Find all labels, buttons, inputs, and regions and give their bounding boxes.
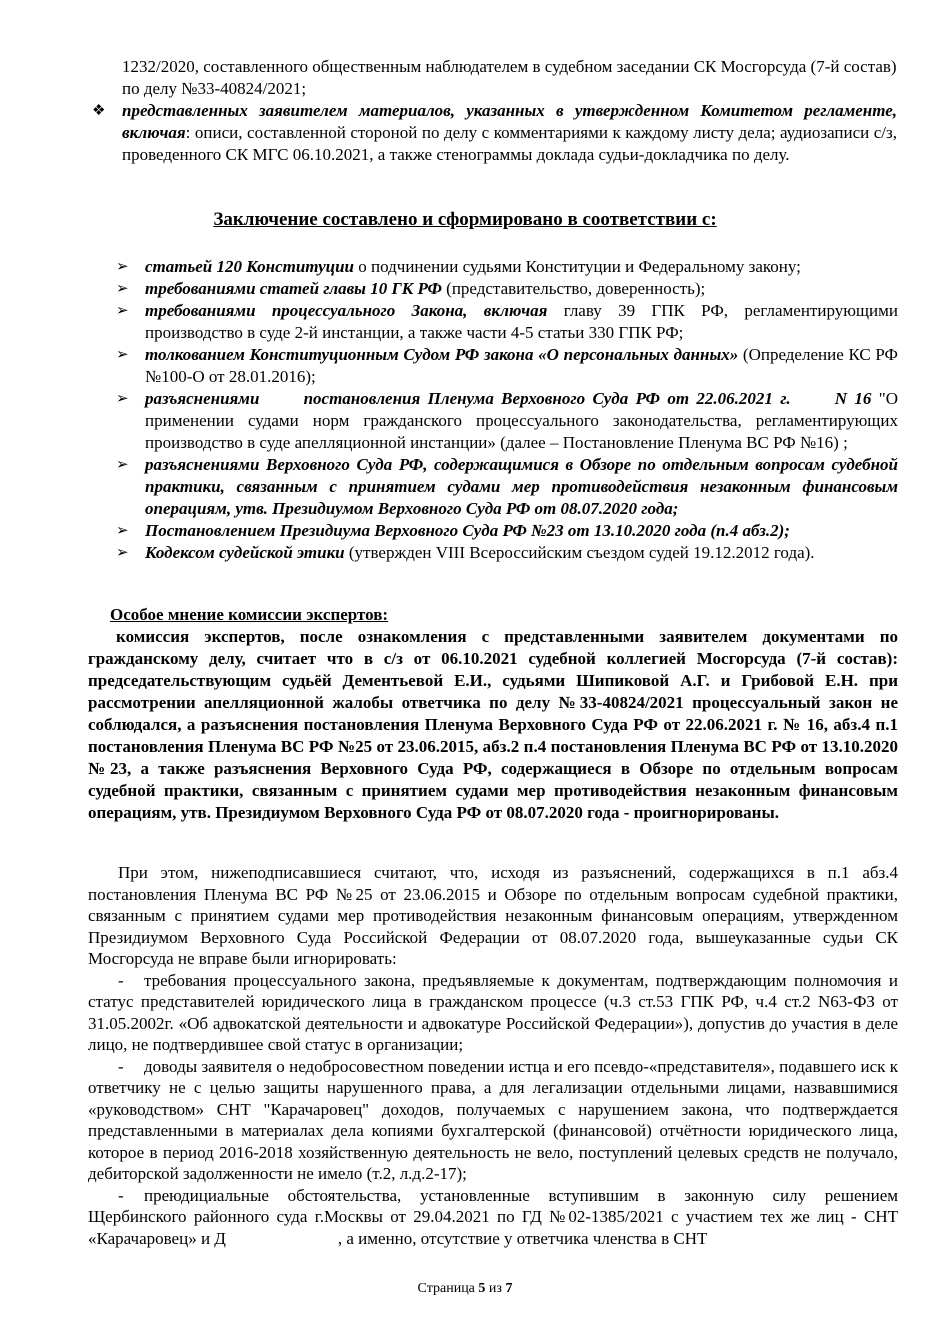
dash-item: - преюдициальные обстоятельства, установленные вступившим в законную силу решением Щербинского районного суда г.Москвы от 29.04.2021 по ГД №02-1385/2021 с участием тех же лиц - СНТ «Карачаровец» и Д , а именно, отсутствие у ответчика членства в СНТ xyxy=(88,1185,898,1248)
reference-item: ➢ Постановлением Президиума Верховного Суда РФ №23 от 13.10.2020 года (п.4 абз.2); xyxy=(116,521,790,540)
diamond-bullet-icon: ❖ xyxy=(92,103,106,119)
dash-item: - требования процессуального закона, предъявляемые к документам, подтверждающим полномочия и статус представителей юридического лица в гражданском процессе (ч.3 ст.53 ГПК РФ, ч.4 ст.2 N63-ФЗ от 31.05.2002г. «Об адвокатской деятельности и адвокатуре Российской Федерации»), допустив до участия в деле лицо, не подтвердившее свой статус в организации; xyxy=(88,970,898,1054)
reference-item: ➢ статьей 120 Конституции о подчинении судьями Конституции и Федеральному закону; xyxy=(116,257,801,276)
materials-text: : описи, составленной стороной по делу с комментариями к каждому листу дела; аудиозаписи с/з, проведенного СК МГС 06.10.2021, а также стенограммы доклада судьи-докладчика по делу. xyxy=(122,123,897,164)
reference-item: ➢ Кодексом судейской этики (утвержден VIII Всероссийским съездом судей 19.12.2012 года). xyxy=(116,543,815,562)
arrow-bullet-icon: ➢ xyxy=(116,391,129,407)
reference-item: ➢ разъяснениями Верховного Суда РФ, содержащимися в Обзоре по отдельным вопросам судебной практики, связанным с принятием судами мер противодействия незаконным финансовым операциям, утв. Президиумом Верховного Суда РФ от 08.07.2020 года; xyxy=(116,455,898,518)
page-number: 5 xyxy=(478,1281,486,1296)
intro-paragraph: 1232/2020, составленного общественным наблюдателем в судебном заседании СК Мосгорсуда (7-й состав) по делу №33-40824/2021; xyxy=(122,57,897,98)
arrow-bullet-icon: ➢ xyxy=(116,347,129,363)
special-opinion-body: комиссия экспертов, после ознакомления с представленными заявителем документами по гражданскому делу, считает что в с/з от 06.10.2021 судебной коллегией Мосгорсуда (7-й состав): председательствующим судьёй Дементьевой Е.И., судьями Шипиковой А.Г. и Грибовой Е.Н. при рассмотрении апелляционной жалобы ответчика по делу №33-40824/2021 процессуальный закон не соблюдался, а разъяснения постановления Пленума Верховного Суда РФ от 22.06.2021 г. № 16, абз.4 п.1 постановления Пленума ВС РФ №25 от 23.06.2015, абз.2 п.4 постановления Пленума ВС РФ от 13.10.2020 №23, а также разъяснения Верховного Суда РФ, содержащиеся в Обзоре по отдельным вопросам судебной практики, связанным с принятием судами мер противодействия незаконным финансовым операциям, утв. Президиумом Верховного Суда РФ от 08.07.2020 года - проигнорированы. xyxy=(88,627,898,822)
reference-item: ➢ толкованием Конституционным Судом РФ закона «О персональных данных» (Определение КС РФ №100-О от 28.01.2016); xyxy=(116,345,898,386)
arrow-bullet-icon: ➢ xyxy=(116,281,129,297)
materials-paragraph xyxy=(122,100,897,166)
redacted-area xyxy=(226,1232,338,1247)
arrow-bullet-icon: ➢ xyxy=(116,545,129,561)
references-list xyxy=(116,256,898,564)
special-opinion-title: Особое мнение комиссии экспертов: xyxy=(110,605,389,624)
reference-item: ➢ разъяснениями постановления Пленума Верховного Суда РФ от 22.06.2021 г. N 16 "О применении судами норм гражданского процессуального законодательства, регламентирующих производство в суде апелляционной инстанции» (далее – Постановление Пленума ВС РФ №16) ; xyxy=(116,389,899,452)
arrow-bullet-icon: ➢ xyxy=(116,457,129,473)
page-total: 7 xyxy=(505,1281,513,1296)
special-opinion xyxy=(88,604,898,824)
arrow-bullet-icon: ➢ xyxy=(116,303,129,319)
arrow-bullet-icon: ➢ xyxy=(116,259,129,275)
reference-item: ➢ требованиями статей главы 10 ГК РФ (представительство, доверенность); xyxy=(116,279,706,298)
dash-item: - доводы заявителя о недобросовестном поведении истца и его псевдо-«представителя», подавшего иск к ответчику не с целью защиты нарушенного права, а для легализации отдельными лицами, назвавшимися «руководством» СНТ "Карачаровец" доходов, получаемых с нарушением закона, что подтверждается представленными в материалах дела копиями бухгалтерской (финансовой) отчётности юридического лица, которое в период 2016-2018 хозяйственную деятельность не вело, поступлений целевых средств не получало, дебиторской задолженности не имело (т.2, л.д.2-17); xyxy=(88,1056,898,1183)
arrow-bullet-icon: ➢ xyxy=(116,523,129,539)
main-text xyxy=(88,862,898,1249)
conclusion-heading: Заключение составлено и сформировано в соответствии с: xyxy=(213,209,717,230)
materials-emphasis: представленных заявителем материалов, указанных в утвержденном Комитетом регламенте, включая xyxy=(122,101,897,142)
reference-item: ➢ требованиями процессуального Закона, включая главу 39 ГПК РФ, регламентирующими производство в суде 2-й инстанции, а также части 4-5 статьи 330 ГПК РФ; xyxy=(116,301,898,342)
page-footer: Страница 5 из 7 xyxy=(417,1281,513,1296)
main-paragraph: При этом, нижеподписавшиеся считают, что, исходя из разъяснений, содержащихся в п.1 абз.4 постановления Пленума ВС РФ №25 от 23.06.2015 и Обзоре по отдельным вопросам судебной практики, связанным с принятием судами мер противодействия незаконным финансовым операциям, утвержденном Президиумом Верховного Суда Российской Федерации от 08.07.2020 года, вышеуказанные судьи СК Мосгорсуда не вправе были игнорировать: xyxy=(88,863,898,968)
